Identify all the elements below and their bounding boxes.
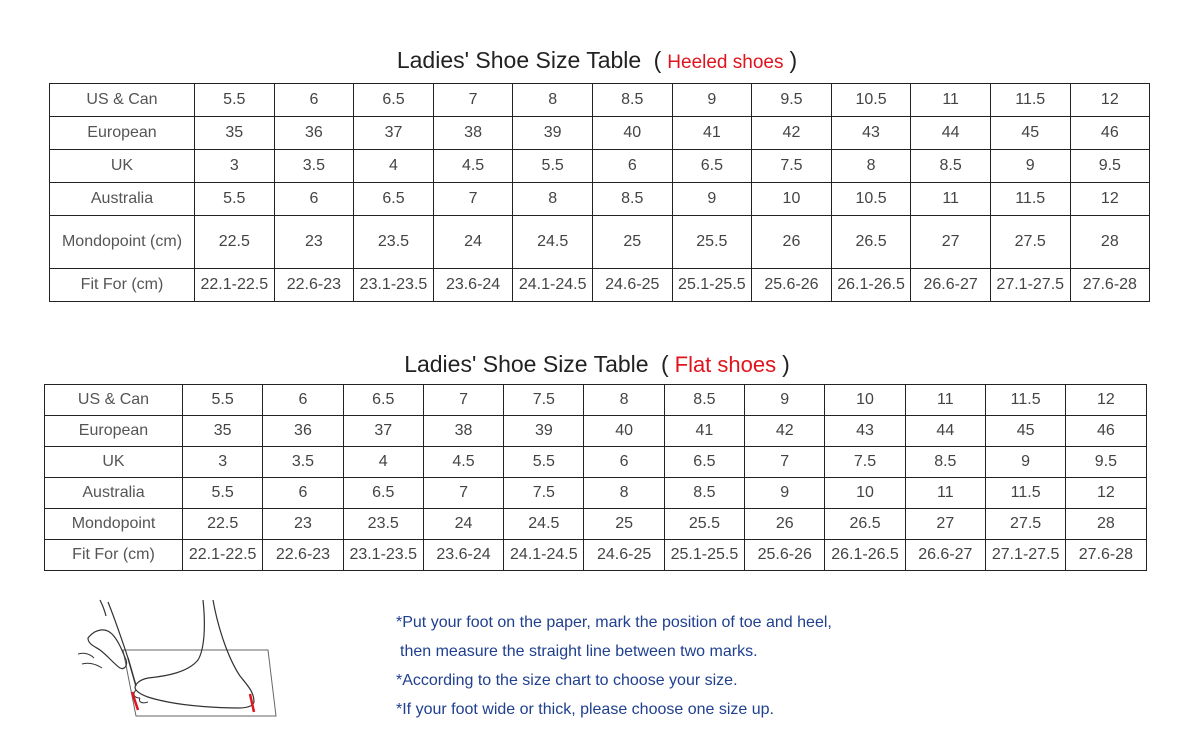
table-cell: 9: [745, 385, 825, 416]
table-cell: 6.5: [354, 183, 434, 216]
table-cell: 24.1-24.5: [504, 540, 584, 571]
table-cell: 46: [1066, 416, 1146, 447]
table-cell: 6: [584, 447, 664, 478]
table-cell: 26.5: [831, 216, 911, 269]
table-cell: 41: [664, 416, 744, 447]
table-row: [50, 84, 1150, 117]
table-cell: 6: [263, 478, 343, 509]
table-cell: 26.1-26.5: [831, 269, 911, 302]
heeled-close-paren: ): [789, 47, 798, 73]
table-cell: 11.5: [990, 183, 1070, 216]
table-cell: 27: [911, 216, 991, 269]
table-cell: 9.5: [1066, 447, 1146, 478]
heeled-open-paren: (: [653, 47, 662, 73]
table-cell: 6.5: [672, 150, 752, 183]
table-cell: 6.5: [354, 84, 434, 117]
table-cell: 41: [672, 117, 752, 150]
table-cell: 24.5: [513, 216, 593, 269]
table-cell: 8.5: [911, 150, 991, 183]
table-cell: 25.1-25.5: [672, 269, 752, 302]
table-cell: 7: [745, 447, 825, 478]
measuring-instructions: [396, 608, 1096, 724]
table-cell: 26: [752, 216, 832, 269]
table-cell: 7: [423, 385, 503, 416]
table-cell: 3: [183, 447, 263, 478]
table-cell: 10.5: [831, 84, 911, 117]
row-label: Fit For (cm): [45, 540, 183, 571]
row-label: Mondopoint (cm): [50, 216, 195, 269]
instruction-line-1: *Put your foot on the paper, mark the position of toe and heel,: [396, 614, 832, 631]
table-cell: 27.5: [985, 509, 1065, 540]
table-cell: 36: [274, 117, 354, 150]
table-cell: 27: [905, 509, 985, 540]
table-row: [50, 150, 1150, 183]
table-cell: 11.5: [990, 84, 1070, 117]
heeled-title-text: Ladies' Shoe Size Table: [396, 47, 642, 73]
table-cell: 7: [433, 183, 513, 216]
heeled-tag: Heeled shoes: [667, 52, 784, 73]
table-row: [45, 416, 1147, 447]
table-cell: 24.5: [504, 509, 584, 540]
table-cell: 6.5: [343, 478, 423, 509]
table-cell: 9: [745, 478, 825, 509]
table-cell: 7.5: [825, 447, 905, 478]
table-cell: 8.5: [592, 84, 672, 117]
table-cell: 11.5: [985, 385, 1065, 416]
table-cell: 28: [1066, 509, 1146, 540]
heeled-table-title: [0, 47, 1200, 74]
table-cell: 8.5: [664, 478, 744, 509]
row-label: European: [45, 416, 183, 447]
table-cell: 35: [183, 416, 263, 447]
table-cell: 27.5: [990, 216, 1070, 269]
table-cell: 44: [911, 117, 991, 150]
row-label: European: [50, 117, 195, 150]
table-cell: 26.6-27: [905, 540, 985, 571]
table-cell: 39: [513, 117, 593, 150]
row-label: Australia: [50, 183, 195, 216]
table-cell: 5.5: [183, 478, 263, 509]
table-cell: 7: [423, 478, 503, 509]
table-cell: 23.6-24: [433, 269, 513, 302]
table-cell: 6: [592, 150, 672, 183]
table-cell: 12: [1070, 84, 1150, 117]
table-row: [45, 385, 1147, 416]
row-label: Mondopoint: [45, 509, 183, 540]
table-cell: 23.5: [343, 509, 423, 540]
table-cell: 24: [433, 216, 513, 269]
table-cell: 45: [985, 416, 1065, 447]
table-cell: 7.5: [752, 150, 832, 183]
table-cell: 25.5: [672, 216, 752, 269]
table-row: [45, 509, 1147, 540]
table-cell: 39: [504, 416, 584, 447]
table-cell: 12: [1070, 183, 1150, 216]
table-cell: 3.5: [263, 447, 343, 478]
table-cell: 9: [672, 84, 752, 117]
table-cell: 22.5: [183, 509, 263, 540]
table-cell: 7.5: [504, 478, 584, 509]
row-label: Fit For (cm): [50, 269, 195, 302]
table-cell: 26.6-27: [911, 269, 991, 302]
table-cell: 23.1-23.5: [354, 269, 434, 302]
table-cell: 22.6-23: [274, 269, 354, 302]
table-cell: 8: [513, 84, 593, 117]
table-cell: 42: [745, 416, 825, 447]
table-cell: 23: [274, 216, 354, 269]
table-cell: 37: [354, 117, 434, 150]
flat-tag: Flat shoes: [674, 352, 777, 377]
table-cell: 38: [433, 117, 513, 150]
table-cell: 6: [274, 84, 354, 117]
instruction-line-4: *If your foot wide or thick, please choose one size up.: [396, 701, 774, 718]
table-cell: 11: [911, 183, 991, 216]
table-cell: 9.5: [1070, 150, 1150, 183]
table-cell: 5.5: [513, 150, 593, 183]
table-cell: 27.6-28: [1070, 269, 1150, 302]
table-cell: 9: [672, 183, 752, 216]
table-cell: 46: [1070, 117, 1150, 150]
table-cell: 10: [825, 385, 905, 416]
table-cell: 23.5: [354, 216, 434, 269]
table-cell: 23.1-23.5: [343, 540, 423, 571]
table-cell: 24: [423, 509, 503, 540]
table-cell: 43: [825, 416, 905, 447]
table-cell: 4: [354, 150, 434, 183]
table-cell: 10.5: [831, 183, 911, 216]
table-row: [45, 478, 1147, 509]
table-cell: 4: [343, 447, 423, 478]
table-cell: 5.5: [504, 447, 584, 478]
table-cell: 5.5: [195, 183, 275, 216]
table-cell: 8: [831, 150, 911, 183]
table-cell: 9.5: [752, 84, 832, 117]
table-cell: 6: [263, 385, 343, 416]
table-cell: 8: [584, 385, 664, 416]
table-cell: 24.6-25: [592, 269, 672, 302]
table-cell: 43: [831, 117, 911, 150]
table-cell: 40: [584, 416, 664, 447]
table-cell: 23: [263, 509, 343, 540]
row-label: US & Can: [50, 84, 195, 117]
table-cell: 9: [990, 150, 1070, 183]
table-cell: 8: [513, 183, 593, 216]
table-cell: 24.6-25: [584, 540, 664, 571]
table-cell: 11: [905, 478, 985, 509]
table-cell: 22.1-22.5: [195, 269, 275, 302]
instruction-line-3: *According to the size chart to choose your size.: [396, 672, 738, 689]
table-row: [45, 447, 1147, 478]
table-cell: 22.6-23: [263, 540, 343, 571]
table-cell: 27.1-27.5: [985, 540, 1065, 571]
table-cell: 44: [905, 416, 985, 447]
table-cell: 28: [1070, 216, 1150, 269]
table-cell: 6: [274, 183, 354, 216]
table-cell: 6.5: [664, 447, 744, 478]
row-label: US & Can: [45, 385, 183, 416]
table-cell: 38: [423, 416, 503, 447]
table-cell: 5.5: [195, 84, 275, 117]
table-cell: 42: [752, 117, 832, 150]
table-cell: 27.6-28: [1066, 540, 1146, 571]
table-cell: 7.5: [504, 385, 584, 416]
row-label: Australia: [45, 478, 183, 509]
table-cell: 8.5: [905, 447, 985, 478]
table-cell: 10: [752, 183, 832, 216]
table-cell: 7: [433, 84, 513, 117]
foot-measuring-icon: [78, 598, 278, 738]
table-cell: 22.5: [195, 216, 275, 269]
table-cell: 4.5: [423, 447, 503, 478]
table-cell: 8.5: [592, 183, 672, 216]
table-row: [50, 216, 1150, 269]
flat-size-table: [44, 384, 1147, 571]
table-cell: 25: [584, 509, 664, 540]
table-cell: 40: [592, 117, 672, 150]
table-cell: 35: [195, 117, 275, 150]
table-cell: 5.5: [183, 385, 263, 416]
table-cell: 24.1-24.5: [513, 269, 593, 302]
table-cell: 11.5: [985, 478, 1065, 509]
table-cell: 8.5: [664, 385, 744, 416]
table-cell: 8: [584, 478, 664, 509]
table-cell: 12: [1066, 478, 1146, 509]
table-cell: 27.1-27.5: [990, 269, 1070, 302]
table-cell: 25.5: [664, 509, 744, 540]
table-cell: 26.1-26.5: [825, 540, 905, 571]
table-row: [50, 117, 1150, 150]
table-row: [45, 540, 1147, 571]
table-cell: 10: [825, 478, 905, 509]
flat-open-paren: (: [660, 351, 669, 377]
row-label: UK: [45, 447, 183, 478]
table-cell: 3.5: [274, 150, 354, 183]
table-cell: 11: [905, 385, 985, 416]
table-row: [50, 269, 1150, 302]
row-label: UK: [50, 150, 195, 183]
table-cell: 6.5: [343, 385, 423, 416]
flat-table-title: [0, 351, 1200, 378]
table-cell: 25.1-25.5: [664, 540, 744, 571]
table-cell: 25.6-26: [745, 540, 825, 571]
table-cell: 3: [195, 150, 275, 183]
table-cell: 45: [990, 117, 1070, 150]
table-cell: 9: [985, 447, 1065, 478]
table-row: [50, 183, 1150, 216]
heeled-size-table: [49, 83, 1150, 302]
table-cell: 22.1-22.5: [183, 540, 263, 571]
instruction-line-2: then measure the straight line between two marks.: [400, 643, 758, 660]
table-cell: 37: [343, 416, 423, 447]
table-cell: 26: [745, 509, 825, 540]
table-cell: 23.6-24: [423, 540, 503, 571]
table-cell: 11: [911, 84, 991, 117]
flat-close-paren: ): [782, 351, 790, 377]
table-cell: 25: [592, 216, 672, 269]
table-cell: 25.6-26: [752, 269, 832, 302]
table-cell: 12: [1066, 385, 1146, 416]
table-cell: 36: [263, 416, 343, 447]
table-cell: 26.5: [825, 509, 905, 540]
table-cell: 4.5: [433, 150, 513, 183]
flat-title-text: Ladies' Shoe Size Table: [404, 351, 649, 377]
